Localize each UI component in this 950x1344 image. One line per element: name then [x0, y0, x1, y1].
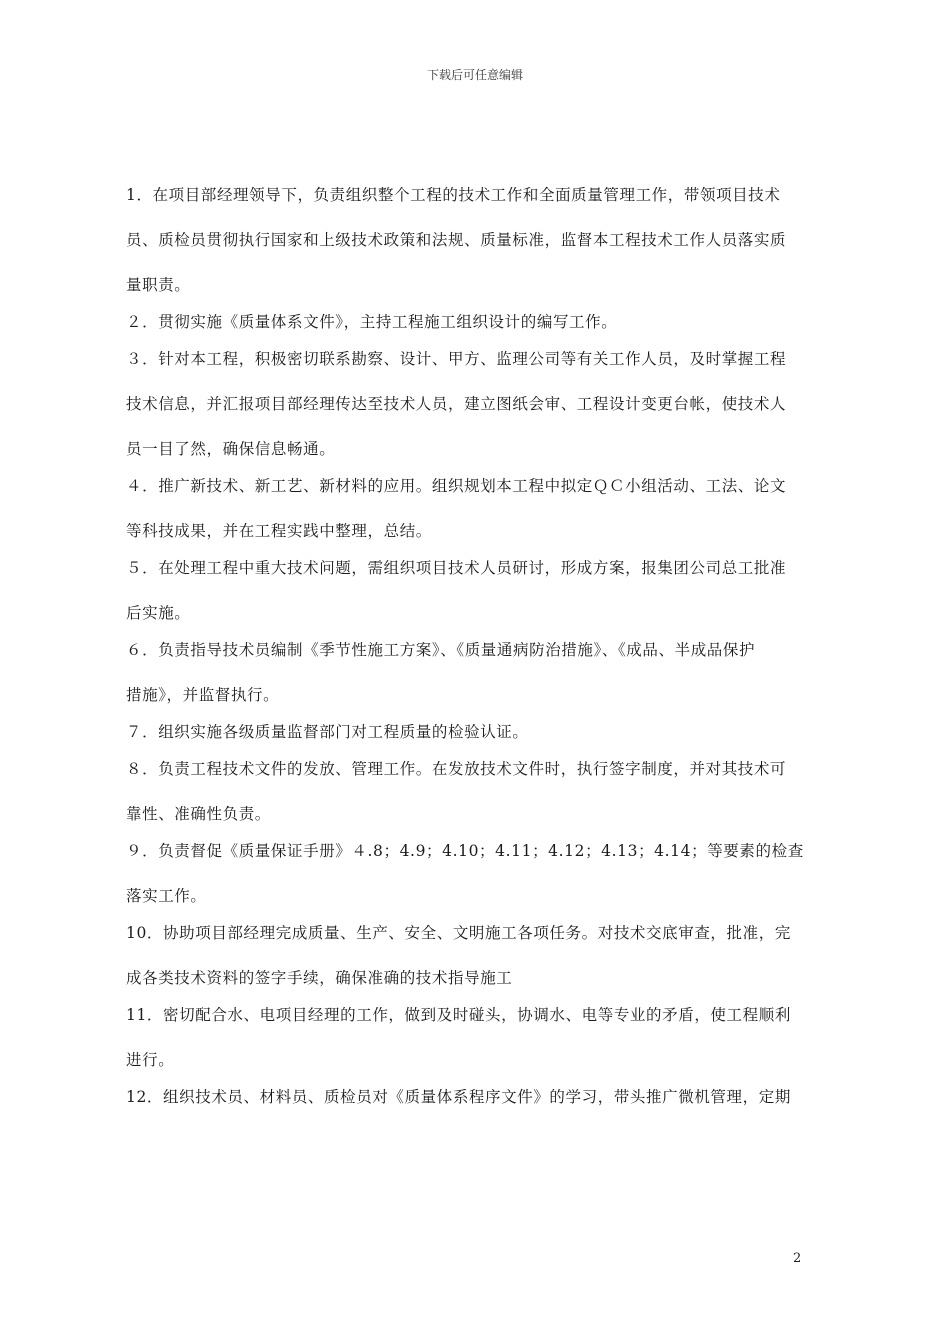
paragraph-8 — [126, 747, 819, 837]
paragraph-line: 1．在项目部经理领导下，负责组织整个工程的技术工作和全面质量管理工作，带领项目技术 — [126, 186, 781, 204]
paragraph-line: ３．针对本工程，积极密切联系勘察、设计、甲方、监理公司等有关工作人员，及时掌握工程 — [126, 350, 787, 368]
paragraph-line: ５．在处理工程中重大技术问题，需组织项目技术人员研讨，形成方案，报集团公司总工批准 — [126, 559, 787, 577]
paragraph-line: 12．组织技术员、材料员、质检员对《质量体系程序文件》的学习，带头推广微机管理，定期 — [126, 1088, 791, 1106]
paragraph-line: ９．负责督促《质量保证手册》４.8；4.9；4.10；4.11；4.12；4.13；4.14；等要素的检查 — [126, 842, 804, 860]
document-body — [126, 185, 819, 1124]
paragraph-4 — [126, 464, 819, 554]
paragraph-line: 措施》，并监督执行。 — [126, 686, 280, 704]
paragraph-line: 10．协助项目部经理完成质量、生产、安全、文明施工各项任务。对技术交底审查，批准，完 — [126, 924, 791, 942]
paragraph-1 — [126, 173, 819, 308]
paragraph-12 — [126, 1075, 819, 1120]
paragraph-line: ７．组织实施各级质量监督部门对工程质量的检验认证。 — [126, 723, 529, 741]
paragraph-line: 量职责。 — [126, 276, 191, 294]
paragraph-9 — [126, 829, 819, 919]
paragraph-line: 成各类技术资料的签字手续，确保准确的技术指导施工 — [126, 969, 513, 987]
page-header: 下载后可任意编辑 — [426, 68, 523, 82]
paragraph-3 — [126, 337, 819, 472]
paragraph-line: 员一目了然，确保信息畅通。 — [126, 440, 336, 458]
page-number: 2 — [793, 1251, 802, 1266]
paragraph-line: 技术信息，并汇报项目部经理传达至技术人员，建立图纸会审、工程设计变更台帐，使技术人 — [126, 395, 787, 413]
paragraph-5 — [126, 546, 819, 636]
paragraph-line: 等科技成果，并在工程实践中整理，总结。 — [126, 522, 432, 540]
paragraph-6 — [126, 628, 819, 718]
paragraph-11 — [126, 993, 819, 1083]
paragraph-10 — [126, 911, 819, 1001]
paragraph-line: ２．贯彻实施《质量体系文件》，主持工程施工组织设计的编写工作。 — [126, 313, 618, 331]
paragraph-line: 靠性、准确性负责。 — [126, 805, 271, 823]
paragraph-line: ８．负责工程技术文件的发放、管理工作。在发放技术文件时，执行签字制度，并对其技术可 — [126, 760, 787, 778]
paragraph-line: ４．推广新技术、新工艺、新材料的应用。组织规划本工程中拟定ＱＣ小组活动、工法、论文 — [126, 477, 787, 495]
paragraph-line: 落实工作。 — [126, 887, 207, 905]
paragraph-line: 员、质检员贯彻执行国家和上级技术政策和法规、质量标准，监督本工程技术工作人员落实质 — [126, 231, 787, 249]
paragraph-line: 后实施。 — [126, 604, 191, 622]
paragraph-line: 11．密切配合水、电项目经理的工作，做到及时碰头，协调水、电等专业的矛盾，使工程顺利 — [126, 1006, 791, 1024]
paragraph-line: ６．负责指导技术员编制《季节性施工方案》、《质量通病防治措施》、《成品、半成品保护 — [126, 641, 756, 659]
paragraph-line: 进行。 — [126, 1051, 175, 1069]
